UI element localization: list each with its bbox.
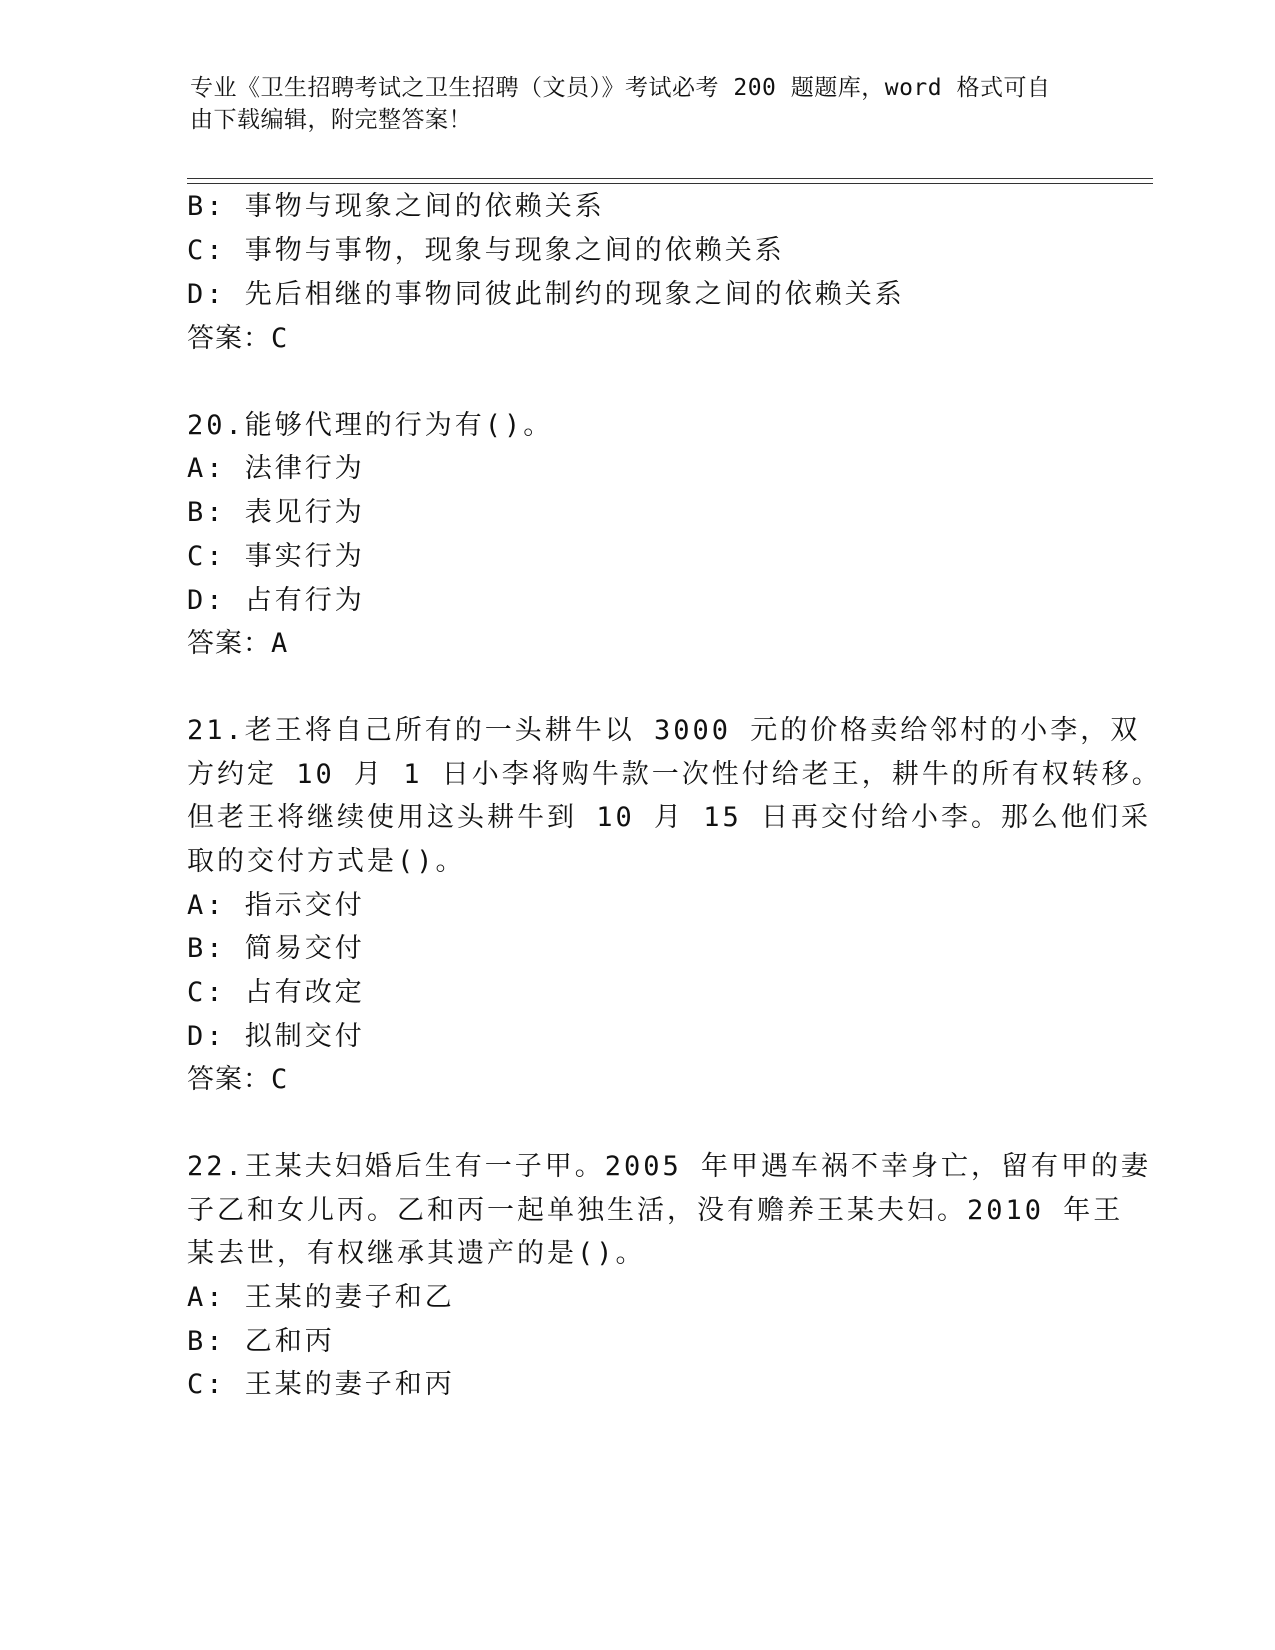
q20-stem-line-1: 20.能够代理的行为有()。 (187, 410, 554, 441)
header-divider-bottom (187, 183, 1153, 184)
q21-option-a: A: 指示交付 (187, 890, 365, 921)
q19-answer: 答案：C (187, 323, 289, 354)
header-divider-top (187, 178, 1153, 179)
q19-option-c: C: 事物与事物，现象与现象之间的依赖关系 (187, 235, 785, 266)
q20-option-a: A: 法律行为 (187, 453, 365, 484)
q22-option-c: C: 王某的妻子和丙 (187, 1369, 455, 1400)
q22-stem-line-3: 某去世，有权继承其遗产的是()。 (187, 1238, 646, 1269)
q22-option-a: A: 王某的妻子和乙 (187, 1282, 455, 1313)
q21-stem-line-3: 但老王将继续使用这头耕牛到 10 月 15 日再交付给小李。那么他们采 (187, 802, 1152, 833)
q20-answer: 答案：A (187, 628, 289, 659)
q21-option-d: D: 拟制交付 (187, 1021, 365, 1052)
q21-option-b: B: 简易交付 (187, 933, 365, 964)
q21-stem-line-4: 取的交付方式是()。 (187, 846, 466, 877)
q22-option-b: B: 乙和丙 (187, 1326, 335, 1357)
q19-option-d: D: 先后相继的事物同彼此制约的现象之间的依赖关系 (187, 279, 905, 310)
q22-stem-line-2: 子乙和女儿丙。乙和丙一起单独生活，没有赡养王某夫妇。2010 年王 (187, 1195, 1124, 1226)
header-line-1: 专业《卫生招聘考试之卫生招聘（文员）》考试必考 200 题题库，word 格式可自 (190, 75, 1051, 101)
q19-option-b: B: 事物与现象之间的依赖关系 (187, 191, 605, 222)
document-header (190, 72, 1070, 136)
q21-stem-line-2: 方约定 10 月 1 日小李将购牛款一次性付给老王，耕牛的所有权转移。 (187, 759, 1162, 790)
q20-option-d: D: 占有行为 (187, 585, 365, 616)
q21-stem-line-1: 21.老王将自己所有的一头耕牛以 3000 元的价格卖给邻村的小李，双 (187, 715, 1141, 746)
q22-stem-line-1: 22.王某夫妇婚后生有一子甲。2005 年甲遇车祸不幸身亡，留有甲的妻 (187, 1151, 1152, 1182)
q21-answer: 答案：C (187, 1064, 289, 1095)
q20-option-c: C: 事实行为 (187, 541, 365, 572)
header-line-2: 由下载编辑，附完整答案！ (190, 107, 472, 133)
q21-option-c: C: 占有改定 (187, 977, 365, 1008)
q20-option-b: B: 表见行为 (187, 497, 365, 528)
